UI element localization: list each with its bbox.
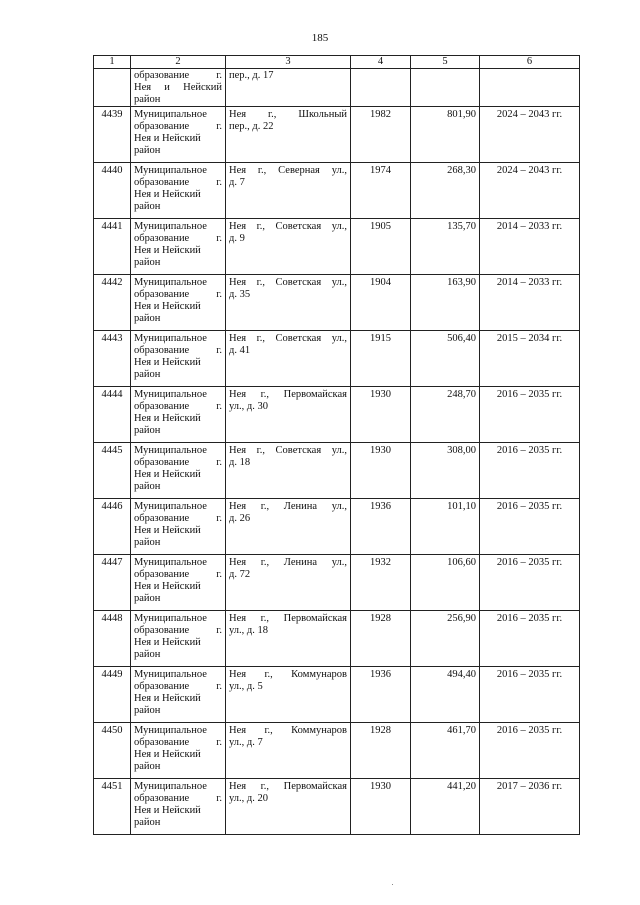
address-cell	[226, 331, 351, 387]
owner-line: Муниципальное	[134, 557, 207, 568]
owner-line: образование г.	[134, 681, 222, 692]
address-cell	[226, 275, 351, 331]
owner-cell	[131, 443, 226, 499]
column-header: 6	[480, 56, 580, 69]
period-cell: 2024 – 2043 гг.	[480, 163, 580, 219]
continuation-row	[94, 69, 580, 107]
row-number: 4445	[94, 443, 131, 499]
owner-line: образование г.	[134, 457, 222, 468]
owner-line: Нея и Нейский	[134, 133, 201, 144]
owner-cell	[131, 219, 226, 275]
address-line: Нея г., Первомайская	[229, 781, 347, 792]
owner-line: район	[134, 257, 161, 268]
owner-line: район	[134, 481, 161, 492]
owner-cell	[131, 163, 226, 219]
owner-line: Муниципальное	[134, 781, 207, 792]
owner-line: Муниципальное	[134, 109, 207, 120]
table-row	[94, 779, 580, 835]
address-line: Нея г., Советская ул.,	[229, 333, 347, 344]
area-cell: 461,70	[411, 723, 480, 779]
period-cell: 2016 – 2035 гг.	[480, 499, 580, 555]
address-cell	[226, 499, 351, 555]
address-line: Нея г., Северная ул.,	[229, 165, 347, 176]
address-line: ул., д. 7	[229, 737, 263, 748]
owner-line: Нея и Нейский	[134, 525, 201, 536]
owner-line: образование г.	[134, 625, 222, 636]
owner-line: район	[134, 705, 161, 716]
address-line: ул., д. 18	[229, 625, 268, 636]
address-line: д. 7	[229, 177, 245, 188]
address-line: д. 41	[229, 345, 251, 356]
owner-cell	[131, 611, 226, 667]
owner-cell	[131, 723, 226, 779]
row-number	[94, 69, 131, 107]
row-number: 4448	[94, 611, 131, 667]
owner-line: образование г.	[134, 737, 222, 748]
address-line: Нея г., Ленина ул.,	[229, 501, 347, 512]
owner-line: образование г.	[134, 121, 222, 132]
owner-line: район	[134, 425, 161, 436]
address-line: ул., д. 30	[229, 401, 268, 412]
address-line: ул., д. 5	[229, 681, 263, 692]
owner-line: Нея и Нейский	[134, 637, 201, 648]
owner-line: Муниципальное	[134, 333, 207, 344]
column-number-header	[94, 56, 580, 69]
owner-line: образование г.	[134, 233, 222, 244]
table-row	[94, 555, 580, 611]
table-row	[94, 219, 580, 275]
owner-line: образование г.	[134, 569, 222, 580]
area-cell: 256,90	[411, 611, 480, 667]
owner-line: Нея и Нейский	[134, 581, 201, 592]
period-cell: 2016 – 2035 гг.	[480, 611, 580, 667]
row-number: 4446	[94, 499, 131, 555]
address-line: Нея г., Ленина ул.,	[229, 557, 347, 568]
address-cell	[226, 611, 351, 667]
address-cell	[226, 723, 351, 779]
column-header: 2	[131, 56, 226, 69]
table-row	[94, 275, 580, 331]
period-cell: 2016 – 2035 гг.	[480, 555, 580, 611]
year-cell: 1904	[351, 275, 411, 331]
period-cell: 2016 – 2035 гг.	[480, 723, 580, 779]
owner-cell	[131, 387, 226, 443]
owner-line: район	[134, 593, 161, 604]
year-cell: 1936	[351, 499, 411, 555]
row-number: 4450	[94, 723, 131, 779]
table-row	[94, 667, 580, 723]
owner-line: Нея и Нейский	[134, 805, 201, 816]
area-cell: 106,60	[411, 555, 480, 611]
address-cell	[226, 219, 351, 275]
area-cell	[411, 69, 480, 107]
address-line: д. 26	[229, 513, 251, 524]
address-line: пер., д. 17	[229, 70, 274, 81]
area-cell: 101,10	[411, 499, 480, 555]
row-number: 4449	[94, 667, 131, 723]
owner-line: Нея и Нейский	[134, 749, 201, 760]
area-cell: 248,70	[411, 387, 480, 443]
row-number: 4441	[94, 219, 131, 275]
area-cell: 494,40	[411, 667, 480, 723]
address-line: ул., д. 20	[229, 793, 268, 804]
table-row	[94, 443, 580, 499]
owner-cell	[131, 331, 226, 387]
year-cell: 1928	[351, 611, 411, 667]
address-line: пер., д. 22	[229, 121, 274, 132]
address-line: Нея г., Первомайская	[229, 389, 347, 400]
owner-line: Нея и Нейский	[134, 82, 222, 93]
owner-line: Нея и Нейский	[134, 693, 201, 704]
address-line: Нея г., Советская ул.,	[229, 445, 347, 456]
owner-cell	[131, 275, 226, 331]
area-cell: 163,90	[411, 275, 480, 331]
owner-line: район	[134, 201, 161, 212]
owner-cell	[131, 667, 226, 723]
row-number: 4451	[94, 779, 131, 835]
address-line: Нея г., Первомайская	[229, 613, 347, 624]
year-cell: 1928	[351, 723, 411, 779]
address-cell	[226, 69, 351, 107]
owner-line: образование г.	[134, 793, 222, 804]
owner-line: Нея и Нейский	[134, 301, 201, 312]
owner-line: образование г.	[134, 177, 222, 188]
area-cell: 308,00	[411, 443, 480, 499]
row-number: 4442	[94, 275, 131, 331]
owner-line: район	[134, 649, 161, 660]
address-line: Нея г., Коммунаров	[229, 725, 347, 736]
year-cell	[351, 69, 411, 107]
row-number: 4440	[94, 163, 131, 219]
address-line: Нея г., Коммунаров	[229, 669, 347, 680]
period-cell: 2014 – 2033 гг.	[480, 219, 580, 275]
owner-cell	[131, 499, 226, 555]
period-cell: 2016 – 2035 гг.	[480, 387, 580, 443]
address-cell	[226, 387, 351, 443]
owner-cell	[131, 555, 226, 611]
housing-register-table	[93, 55, 580, 835]
area-cell: 135,70	[411, 219, 480, 275]
owner-line: образование г.	[134, 513, 222, 524]
period-cell: 2017 – 2036 гг.	[480, 779, 580, 835]
address-cell	[226, 779, 351, 835]
year-cell: 1915	[351, 331, 411, 387]
area-cell: 506,40	[411, 331, 480, 387]
address-cell	[226, 555, 351, 611]
year-cell: 1930	[351, 779, 411, 835]
address-cell	[226, 107, 351, 163]
area-cell: 268,30	[411, 163, 480, 219]
address-line: д. 72	[229, 569, 251, 580]
year-cell: 1982	[351, 107, 411, 163]
owner-line: район	[134, 313, 161, 324]
owner-line: Муниципальное	[134, 165, 207, 176]
owner-cell	[131, 779, 226, 835]
owner-line: Муниципальное	[134, 501, 207, 512]
row-number: 4443	[94, 331, 131, 387]
owner-line: район	[134, 537, 161, 548]
owner-line: Муниципальное	[134, 613, 207, 624]
column-header: 4	[351, 56, 411, 69]
address-cell	[226, 163, 351, 219]
owner-line: Муниципальное	[134, 277, 207, 288]
owner-line: Нея и Нейский	[134, 469, 201, 480]
period-cell: 2015 – 2034 гг.	[480, 331, 580, 387]
table-row	[94, 331, 580, 387]
year-cell: 1936	[351, 667, 411, 723]
area-cell: 441,20	[411, 779, 480, 835]
owner-line: образование г.	[134, 345, 222, 356]
year-cell: 1930	[351, 387, 411, 443]
period-cell: 2024 – 2043 гг.	[480, 107, 580, 163]
address-line: д. 9	[229, 233, 245, 244]
table-row	[94, 611, 580, 667]
address-line: Нея г., Советская ул.,	[229, 221, 347, 232]
owner-cell	[131, 107, 226, 163]
owner-line: Муниципальное	[134, 669, 207, 680]
owner-line: образование г.	[134, 401, 222, 412]
table-row	[94, 163, 580, 219]
owner-line: Муниципальное	[134, 725, 207, 736]
page-number: 185	[311, 32, 329, 44]
row-number: 4439	[94, 107, 131, 163]
period-cell	[480, 69, 580, 107]
table-row	[94, 723, 580, 779]
row-number: 4444	[94, 387, 131, 443]
year-cell: 1930	[351, 443, 411, 499]
owner-cell	[131, 69, 226, 107]
owner-line: Нея и Нейский	[134, 357, 201, 368]
owner-line: Муниципальное	[134, 221, 207, 232]
table-row	[94, 387, 580, 443]
owner-line: район	[134, 761, 161, 772]
column-header: 5	[411, 56, 480, 69]
owner-line: образование г.	[134, 70, 222, 81]
column-header: 1	[94, 56, 131, 69]
table-row	[94, 107, 580, 163]
year-cell: 1905	[351, 219, 411, 275]
year-cell: 1932	[351, 555, 411, 611]
address-line: Нея г., Советская ул.,	[229, 277, 347, 288]
period-cell: 2016 – 2035 гг.	[480, 667, 580, 723]
owner-line: Нея и Нейский	[134, 189, 201, 200]
owner-line: Нея и Нейский	[134, 245, 201, 256]
owner-line: Нея и Нейский	[134, 413, 201, 424]
owner-line: район	[134, 94, 161, 105]
owner-line: район	[134, 145, 161, 156]
address-cell	[226, 443, 351, 499]
address-line: Нея г., Школьный	[229, 109, 347, 120]
owner-line: Муниципальное	[134, 389, 207, 400]
owner-line: образование г.	[134, 289, 222, 300]
period-cell: 2016 – 2035 гг.	[480, 443, 580, 499]
scan-speck	[392, 884, 393, 885]
row-number: 4447	[94, 555, 131, 611]
address-line: д. 18	[229, 457, 251, 468]
owner-line: район	[134, 369, 161, 380]
address-cell	[226, 667, 351, 723]
owner-line: район	[134, 817, 161, 828]
address-line: д. 35	[229, 289, 251, 300]
year-cell: 1974	[351, 163, 411, 219]
table-row	[94, 499, 580, 555]
column-header: 3	[226, 56, 351, 69]
owner-line: Муниципальное	[134, 445, 207, 456]
area-cell: 801,90	[411, 107, 480, 163]
period-cell: 2014 – 2033 гг.	[480, 275, 580, 331]
